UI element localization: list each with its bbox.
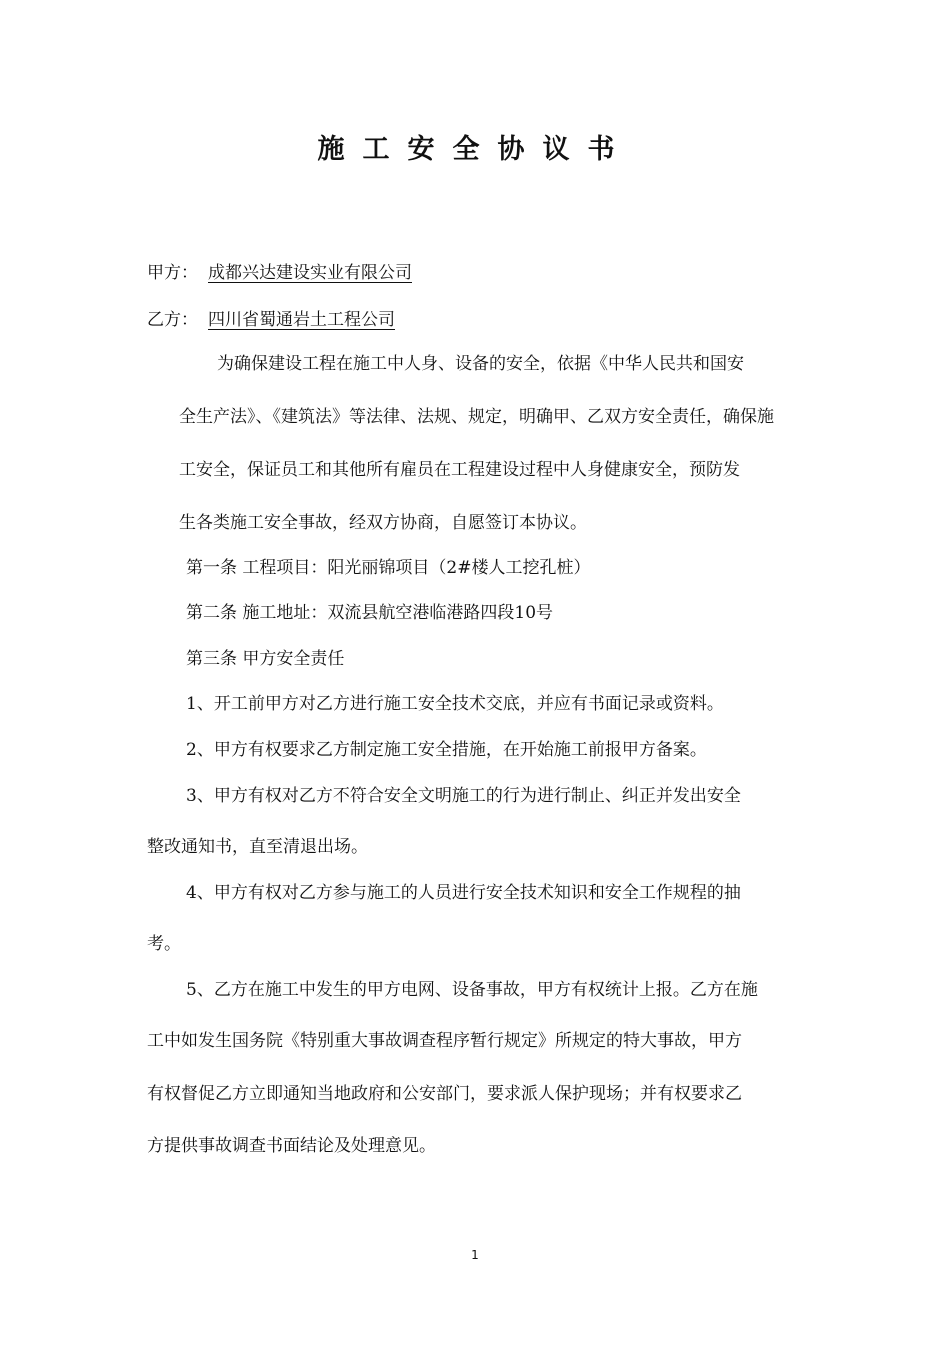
article-3-heading: 第三条 甲方安全责任 (186, 649, 345, 669)
clause-3-line: 3、甲方有权对乙方不符合安全文明施工的行为进行制止、纠正并发出安全 (186, 786, 741, 806)
preamble-line: 为确保建设工程在施工中人身、设备的安全，依据《中华人民共和国安 (217, 354, 744, 374)
clause-5-line: 有权督促乙方立即通知当地政府和公安部门，要求派人保护现场；并有权要求乙 (147, 1084, 742, 1104)
clause-2: 2、甲方有权要求乙方制定施工安全措施，在开始施工前报甲方备案。 (186, 740, 707, 760)
preamble-line: 工安全，保证员工和其他所有雇员在工程建设过程中人身健康安全，预防发 (179, 460, 740, 480)
party-b-label: 乙方： (147, 310, 198, 330)
article-2: 第二条 施工地址：双流县航空港临港路四段10号 (186, 603, 554, 623)
party-b-line (147, 308, 405, 332)
party-b-value: 四川省蜀通岩土工程公司 (208, 310, 395, 330)
preamble-line: 生各类施工安全事故，经双方协商，自愿签订本协议。 (179, 513, 587, 533)
clause-4-line: 考。 (147, 934, 181, 954)
clause-5-line: 方提供事故调查书面结论及处理意见。 (147, 1136, 436, 1156)
clause-3-line: 整改通知书，直至清退出场。 (147, 837, 368, 857)
clause-5-line: 工中如发生国务院《特别重大事故调查程序暂行规定》所规定的特大事故，甲方 (147, 1031, 742, 1051)
page-number: 1 (471, 1248, 479, 1262)
clause-5-line: 5、乙方在施工中发生的甲方电网、设备事故，甲方有权统计上报。乙方在施 (186, 980, 758, 1000)
party-a-line (147, 261, 422, 285)
party-a-label: 甲方： (147, 263, 198, 283)
preamble-line: 全生产法》、《建筑法》等法律、法规、规定，明确甲、乙双方安全责任，确保施 (179, 407, 774, 427)
party-a-value: 成都兴达建设实业有限公司 (208, 263, 412, 283)
article-1: 第一条 工程项目：阳光丽锦项目（2#楼人工挖孔桩） (186, 558, 591, 578)
clause-4-line: 4、甲方有权对乙方参与施工的人员进行安全技术知识和安全工作规程的抽 (186, 883, 741, 903)
document-title: 施工安全协议书 (317, 134, 633, 165)
clause-1: 1、开工前甲方对乙方进行施工安全技术交底，并应有书面记录或资料。 (186, 694, 724, 714)
